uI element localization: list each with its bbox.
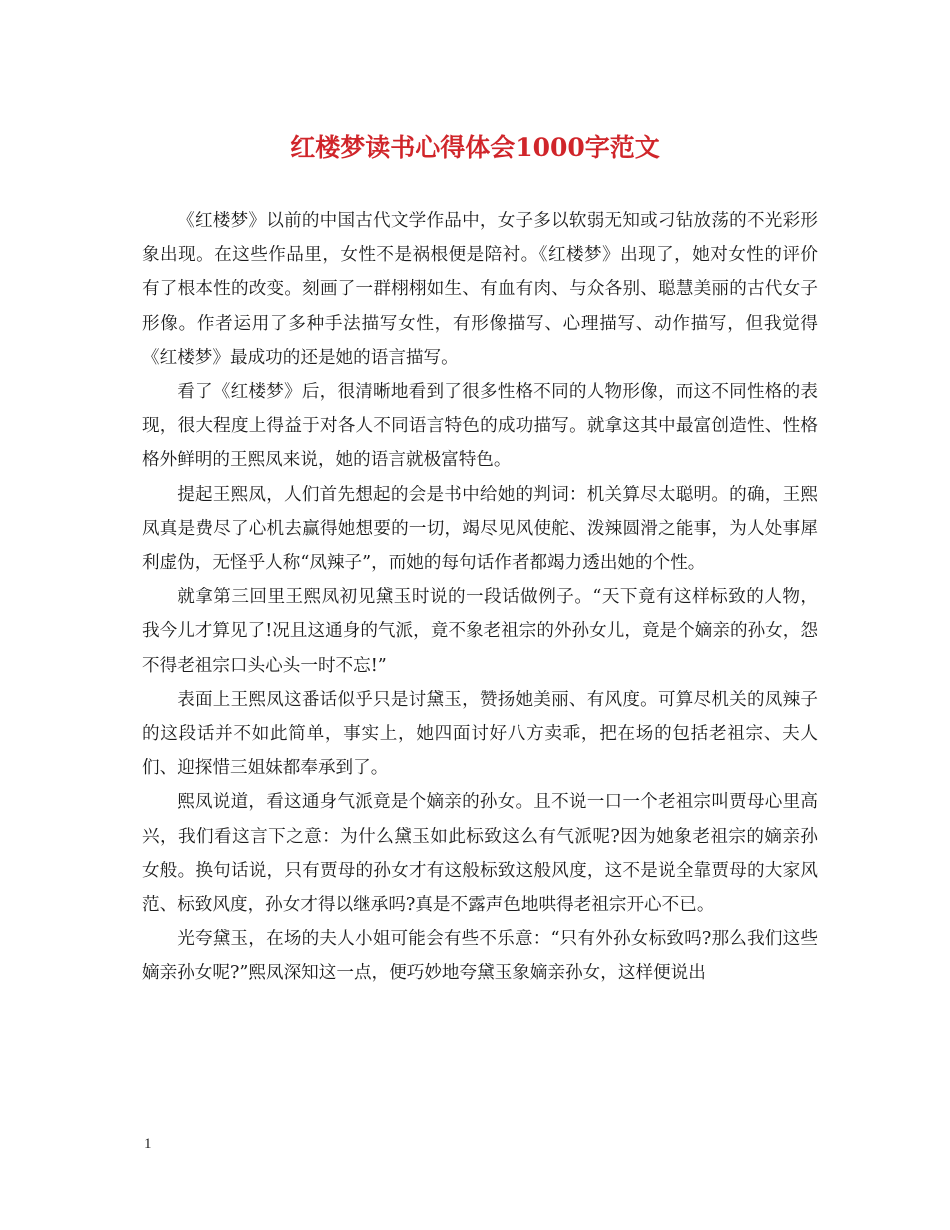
paragraph: 光夸黛玉，在场的夫人小姐可能会有些不乐意：“只有外孙女标致吗?那么我们这些嫡亲孙女呢?”熙凤深知这一点，便巧妙地夸黛玉象嫡亲孙女，这样便说出 <box>142 929 818 984</box>
paragraph: 提起王熙凤，人们首先想起的会是书中给她的判词：机关算尽太聪明。的确，王熙凤真是费尽了心机去赢得她想要的一切，竭尽见风使舵、泼辣圆滑之能事，为人处事犀利虚伪，无怪乎人称“凤辣子”，而她的每句话作者都竭力透出她的个性。 <box>142 484 818 574</box>
document-body <box>142 204 818 991</box>
paragraph: 熙凤说道，看这通身气派竟是个嫡亲的孙女。且不说一口一个老祖宗叫贾母心里高兴，我们看这言下之意：为什么黛玉如此标致这么有气派呢?因为她象老祖宗的嫡亲孙女般。换句话说，只有贾母的孙女才有这般标致这般风度，这不是说全靠贾母的大家风范、标致风度，孙女才得以继承吗?真是不露声色地哄得老祖宗开心不已。 <box>142 792 818 916</box>
paragraph: 就拿第三回里王熙凤初见黛玉时说的一段话做例子。“天下竟有这样标致的人物，我今儿才算见了!况且这通身的气派，竟不象老祖宗的外孙女儿，竟是个嫡亲的孙女，怨不得老祖宗口头心头一时不忘!” <box>142 587 818 676</box>
document-title: 红楼梦读书心得体会1000字范文 <box>290 133 660 162</box>
page-number: 1 <box>144 1136 152 1152</box>
paragraph: 《红楼梦》以前的中国古代文学作品中，女子多以软弱无知或刁钻放荡的不光彩形象出现。在这些作品里，女性不是祸根便是陪衬。《红楼梦》出现了，她对女性的评价有了根本性的改变。刻画了一群栩栩如生、有血有肉、与众各别、聪慧美丽的古代女子形像。作者运用了多种手法描写女性，有形像描写、心理描写、动作描写，但我觉得《红楼梦》最成功的还是她的语言描写。 <box>142 211 818 368</box>
paragraph: 表面上王熙凤这番话似乎只是讨黛玉，赞扬她美丽、有风度。可算尽机关的凤辣子的这段话并不如此简单，事实上，她四面讨好八方卖乖，把在场的包括老祖宗、夫人们、迎探惜三姐妹都奉承到了。 <box>142 689 818 779</box>
paragraph: 看了《红楼梦》后，很清晰地看到了很多性格不同的人物形像，而这不同性格的表现，很大程度上得益于对各人不同语言特色的成功描写。就拿这其中最富创造性、性格格外鲜明的王熙凤来说，她的语言就极富特色。 <box>142 382 818 471</box>
